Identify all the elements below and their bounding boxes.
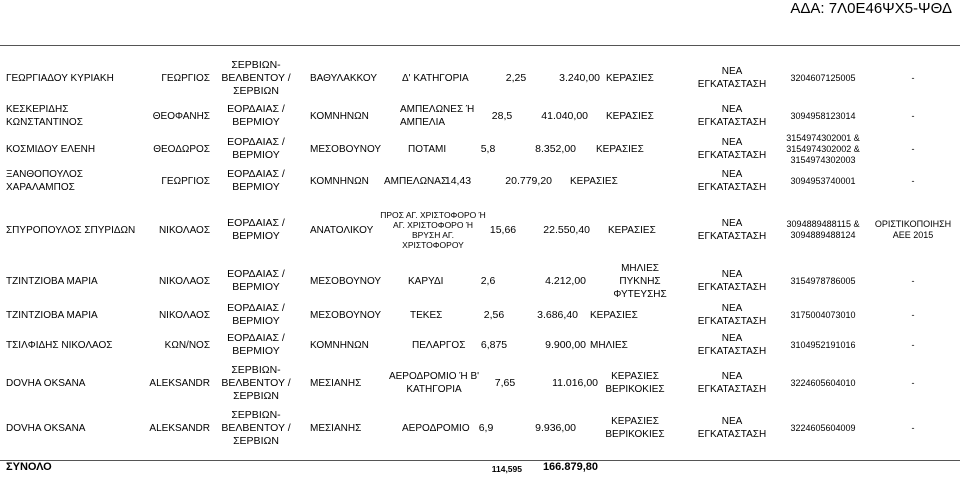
cell-area: 2,6 <box>480 274 496 287</box>
total-rule <box>0 460 960 461</box>
cell-surname: DOVHA OKSANA <box>6 377 86 389</box>
cell-father: ΝΙΚΟΛΑΟΣ <box>158 224 210 236</box>
cell-note: - <box>911 339 915 350</box>
cell-community: ΜΕΣΟΒΟΥΝΟΥ <box>310 143 382 155</box>
table-row <box>0 300 960 330</box>
cell-region: ΣΕΡΒΙΩΝ-ΒΕΛΒΕΝΤΟΥ / ΣΕΡΒΙΩΝ <box>221 58 291 97</box>
total-label: ΣΥΝΟΛΟ <box>6 461 52 473</box>
cell-surname: ΣΠΥΡΟΠΟΥΛΟΣ ΣΠΥΡΙΔΩΝ <box>6 224 136 236</box>
cell-note: - <box>911 422 915 433</box>
cell-note: - <box>911 175 915 186</box>
cell-area: 2,56 <box>483 308 505 321</box>
cell-location: ΑΕΡΟΔΡΟΜΙΟ Ή Β' ΚΑΤΗΓΟΡΙΑ <box>388 371 480 395</box>
cell-surname: ΚΟΣΜΙΔΟΥ ΕΛΕΝΗ <box>6 143 96 155</box>
cell-kaek: 3094958123014 <box>790 110 856 121</box>
cell-value: 3.240,00 <box>559 71 600 84</box>
cell-crop: ΚΕΡΑΣΙΕΣ <box>596 143 644 155</box>
cell-type: ΝΕΑ ΕΓΚΑΤΑΣΤΑΣΗ <box>697 66 767 90</box>
cell-area: 15,66 <box>489 223 517 236</box>
table-row <box>0 360 960 406</box>
table-row <box>0 330 960 360</box>
cell-region: ΕΟΡΔΑΙΑΣ / ΒΕΡΜΙΟΥ <box>227 332 285 357</box>
cell-value: 9.900,00 <box>545 338 586 351</box>
document-code: ΑΔΑ: 7Λ0Ε46ΨΧ5-ΨΘΔ <box>790 0 952 17</box>
cell-value: 11.016,00 <box>552 376 598 389</box>
cell-note: ΟΡΙΣΤΙΚΟΠΟΙΗΣΗ ΑΕΕ 2015 <box>874 219 952 240</box>
cell-father: ΝΙΚΟΛΑΟΣ <box>158 275 210 287</box>
cell-crop: ΚΕΡΑΣΙΕΣ <box>606 72 654 84</box>
cell-type: ΝΕΑ ΕΓΚΑΤΑΣΤΑΣΗ <box>697 371 767 395</box>
cell-type: ΝΕΑ ΕΓΚΑΤΑΣΤΑΣΗ <box>697 303 767 327</box>
cell-location: ΠΡΟΣ ΑΓ. ΧΡΙΣΤΟΦΟΡΟ Ή ΑΓ. ΧΡΙΣΤΟΦΟΡΟ Ή ΒΡΥΣΗ ΑΓ. ΧΡΙΣΤΟΦΟΡΟΥ <box>380 210 486 250</box>
cell-location: ΑΜΠΕΛΩΝΑΣ <box>384 175 448 187</box>
cell-surname: ΤΖΙΝΤΖΙΟΒΑ ΜΑΡΙΑ <box>6 275 98 287</box>
cell-kaek: 3094953740001 <box>790 175 856 186</box>
table-row <box>0 164 960 198</box>
cell-father: ΓΕΩΡΓΙΟΣ <box>161 175 210 187</box>
cell-location: ΠΕΛΑΡΓΟΣ <box>412 339 466 351</box>
cell-kaek: 3154978786005 <box>790 275 856 286</box>
cell-type: ΝΕΑ ΕΓΚΑΤΑΣΤΑΣΗ <box>697 169 767 193</box>
cell-value: 20.779,20 <box>505 174 552 187</box>
cell-area: 14,43 <box>444 174 472 187</box>
cell-note: - <box>911 377 915 388</box>
cell-community: ΜΕΣΙΑΝΗΣ <box>310 422 362 434</box>
cell-father: ΓΕΩΡΓΙΟΣ <box>161 72 210 84</box>
cell-crop: ΚΕΡΑΣΙΕΣ ΒΕΡΙΚΟΚΙΕΣ <box>605 371 665 395</box>
cell-region: ΕΟΡΔΑΙΑΣ / ΒΕΡΜΙΟΥ <box>227 136 285 161</box>
cell-kaek: 3224605604010 <box>790 377 856 388</box>
cell-father: ALEKSANDR <box>149 422 210 434</box>
table-row <box>0 58 960 98</box>
cell-crop: ΚΕΡΑΣΙΕΣ <box>570 175 618 187</box>
cell-area: 28,5 <box>491 109 513 122</box>
cell-community: ΚΟΜΝΗΝΩΝ <box>310 339 369 351</box>
cell-kaek: 3224605604009 <box>790 422 856 433</box>
cell-note: - <box>911 143 915 154</box>
cell-crop: ΚΕΡΑΣΙΕΣ <box>590 309 638 321</box>
cell-region: ΕΟΡΔΑΙΑΣ / ΒΕΡΜΙΟΥ <box>227 217 285 242</box>
cell-crop: ΜΗΛΙΕΣ <box>590 339 628 351</box>
cell-community: ΒΑΘΥΛΑΚΚΟΥ <box>310 72 378 84</box>
cell-value: 8.352,00 <box>535 142 576 155</box>
cell-surname: ΤΣΙΛΦΙΔΗΣ ΝΙΚΟΛΑΟΣ <box>6 339 113 351</box>
cell-community: ΑΝΑΤΟΛΙΚΟΥ <box>310 224 374 236</box>
cell-community: ΜΕΣΟΒΟΥΝΟΥ <box>310 309 382 321</box>
cell-type: ΝΕΑ ΕΓΚΑΤΑΣΤΑΣΗ <box>697 104 767 128</box>
cell-area: 6,9 <box>478 421 494 434</box>
cell-type: ΝΕΑ ΕΓΚΑΤΑΣΤΑΣΗ <box>697 333 767 357</box>
cell-type: ΝΕΑ ΕΓΚΑΤΑΣΤΑΣΗ <box>697 218 767 242</box>
cell-region: ΕΟΡΔΑΙΑΣ / ΒΕΡΜΙΟΥ <box>227 168 285 193</box>
cell-value: 9.936,00 <box>535 421 576 434</box>
cell-note: - <box>911 110 915 121</box>
cell-location: ΠΟΤΑΜΙ <box>408 143 447 155</box>
cell-crop: ΚΕΡΑΣΙΕΣ <box>606 110 654 122</box>
table-row <box>0 98 960 134</box>
cell-type: ΝΕΑ ΕΓΚΑΤΑΣΤΑΣΗ <box>697 269 767 293</box>
cell-surname: ΚΕΣΚΕΡΙΔΗΣ ΚΩΝΣΤΑΝΤΙΝΟΣ <box>6 104 83 128</box>
cell-crop: ΜΗΛΙΕΣ ΠΥΚΝΗΣ ΦΥΤΕΥΣΗΣ <box>613 262 667 300</box>
cell-surname: ΞΑΝΘΟΠΟΥΛΟΣ ΧΑΡΑΛΑΜΠΟΣ <box>6 169 83 193</box>
cell-community: ΜΕΣΟΒΟΥΝΟΥ <box>310 275 382 287</box>
cell-crop: ΚΕΡΑΣΙΕΣ <box>608 224 656 236</box>
cell-kaek: 3094889488115 & 3094889488124 <box>786 219 860 240</box>
cell-kaek: 3154974302001 & 3154974302002 & 3154974302003 <box>786 132 860 165</box>
cell-value: 4.212,00 <box>545 274 586 287</box>
cell-location: ΑΜΠΕΛΩΝΕΣ Ή ΑΜΠΕΛΙΑ <box>400 104 475 128</box>
cell-surname: DOVHA OKSANA <box>6 422 86 434</box>
cell-location: ΑΕΡΟΔΡΟΜΙΟ <box>402 422 470 434</box>
cell-father: ΘΕΟΦΑΝΗΣ <box>152 110 210 122</box>
cell-type: ΝΕΑ ΕΓΚΑΤΑΣΤΑΣΗ <box>697 416 767 440</box>
cell-surname: ΓΕΩΡΓΙΑΔΟΥ ΚΥΡΙΑΚΗ <box>6 72 114 84</box>
table-top-rule <box>0 45 960 46</box>
cell-father: ΘΕΟΔΩΡΟΣ <box>153 143 210 155</box>
cell-community: ΚΟΜΝΗΝΩΝ <box>310 175 369 187</box>
cell-note: - <box>911 72 915 83</box>
cell-note: - <box>911 275 915 286</box>
cell-location: Δ' ΚΑΤΗΓΟΡΙΑ <box>402 72 469 84</box>
cell-community: ΚΟΜΝΗΝΩΝ <box>310 110 369 122</box>
cell-note: - <box>911 309 915 320</box>
table-row <box>0 262 960 300</box>
cell-area: 5,8 <box>480 142 496 155</box>
cell-community: ΜΕΣΙΑΝΗΣ <box>310 377 362 389</box>
table-row <box>0 134 960 164</box>
cell-region: ΕΟΡΔΑΙΑΣ / ΒΕΡΜΙΟΥ <box>227 302 285 327</box>
cell-area: 7,65 <box>494 376 516 389</box>
cell-kaek: 3175004073010 <box>790 309 856 320</box>
cell-location: ΚΑΡΥΔΙ <box>408 275 444 287</box>
table-row <box>0 198 960 262</box>
total-value: 166.879,80 <box>542 461 598 473</box>
cell-area: 6,875 <box>480 338 508 351</box>
cell-surname: ΤΖΙΝΤΖΙΟΒΑ ΜΑΡΙΑ <box>6 309 98 321</box>
cell-value: 3.686,40 <box>537 308 578 321</box>
cell-area: 2,25 <box>505 71 527 84</box>
cell-value: 22.550,40 <box>543 223 590 236</box>
cell-father: ALEKSANDR <box>149 377 210 389</box>
cell-kaek: 3204607125005 <box>790 72 856 83</box>
total-area: 114,595 <box>491 464 522 474</box>
cell-region: ΣΕΡΒΙΩΝ-ΒΕΛΒΕΝΤΟΥ / ΣΕΡΒΙΩΝ <box>221 408 291 447</box>
cell-type: ΝΕΑ ΕΓΚΑΤΑΣΤΑΣΗ <box>697 137 767 161</box>
table-row <box>0 406 960 450</box>
cell-father: ΝΙΚΟΛΑΟΣ <box>158 309 210 321</box>
cell-region: ΕΟΡΔΑΙΑΣ / ΒΕΡΜΙΟΥ <box>227 103 285 128</box>
cell-value: 41.040,00 <box>541 109 588 122</box>
cell-region: ΕΟΡΔΑΙΑΣ / ΒΕΡΜΙΟΥ <box>227 268 285 293</box>
cell-father: ΚΩΝ/ΝΟΣ <box>164 339 210 351</box>
cell-region: ΣΕΡΒΙΩΝ-ΒΕΛΒΕΝΤΟΥ / ΣΕΡΒΙΩΝ <box>221 363 291 402</box>
cell-crop: ΚΕΡΑΣΙΕΣ ΒΕΡΙΚΟΚΙΕΣ <box>605 416 665 440</box>
cell-kaek: 3104952191016 <box>790 339 856 350</box>
cell-location: ΤΕΚΕΣ <box>410 309 443 321</box>
